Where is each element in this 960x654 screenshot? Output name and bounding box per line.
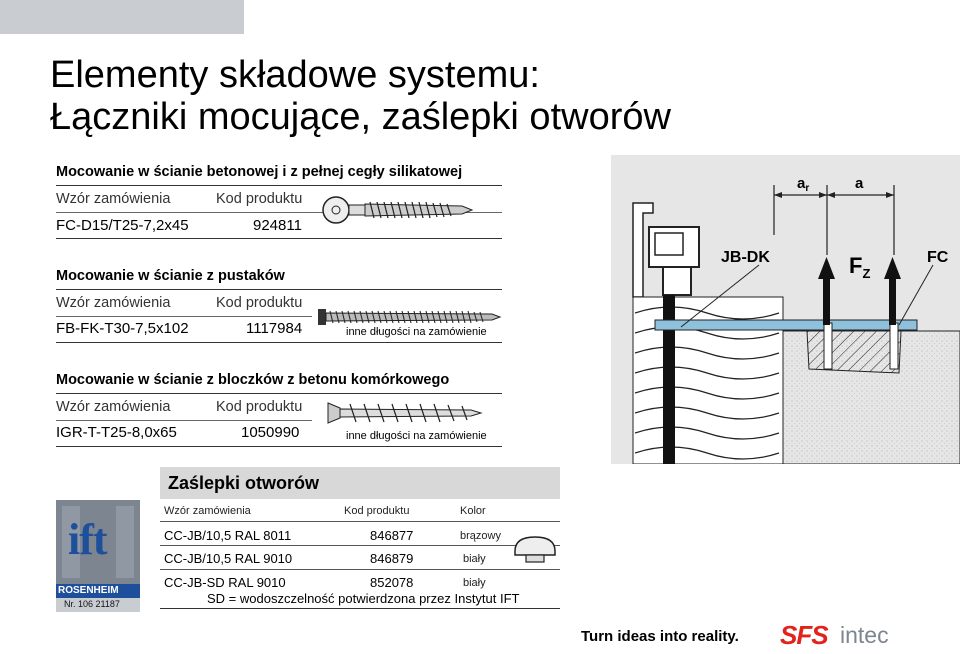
col-code-label: Kod produktu bbox=[216, 295, 303, 311]
length-note: inne długości na zamówienie bbox=[346, 326, 487, 338]
footer-slogan: Turn ideas into reality. bbox=[581, 628, 739, 645]
col-order-label: Wzór zamówienia bbox=[56, 191, 171, 207]
section-heading: Mocowanie w ścianie z bloczków z betonu komórkowego bbox=[56, 372, 450, 388]
screw-concrete-icon bbox=[322, 188, 474, 232]
order-value: FC-D15/T25-7,2x45 bbox=[56, 217, 189, 234]
plugs-table bbox=[160, 467, 560, 610]
title-line1: Elementy składowe systemu: bbox=[50, 54, 540, 96]
brand-sfs: SFS bbox=[780, 620, 828, 650]
ift-logo-text: ift bbox=[68, 515, 107, 564]
col-color-label: Kolor bbox=[460, 505, 486, 517]
dim-ar-label: $a_r$ bbox=[797, 175, 810, 194]
order-value: IGR-T-T25-8,0x65 bbox=[56, 424, 177, 441]
plug-row-code: 852078 bbox=[370, 575, 414, 590]
code-value: 1117984 bbox=[246, 320, 303, 337]
length-note: inne długości na zamówienie bbox=[346, 430, 487, 442]
plug-row-color: biały bbox=[463, 553, 486, 565]
col-order-label: Wzór zamówienia bbox=[56, 295, 171, 311]
col-code-label: Kod produktu bbox=[344, 505, 410, 517]
top-accent-bar bbox=[0, 0, 244, 34]
brand-intec: intec bbox=[840, 622, 889, 648]
page-title bbox=[50, 54, 671, 138]
code-value: 1050990 bbox=[241, 424, 300, 441]
fc-label: FC bbox=[927, 249, 949, 266]
col-order-label: Wzór zamówienia bbox=[164, 505, 251, 517]
fz-label: $F_Z$ bbox=[849, 253, 871, 281]
screw-aerated-icon bbox=[326, 398, 486, 428]
ift-logo-city: ROSENHEIM bbox=[58, 585, 119, 596]
section-heading: Mocowanie w ścianie z pustaków bbox=[56, 268, 285, 284]
section-concrete bbox=[56, 158, 502, 240]
col-order-label: Wzór zamówienia bbox=[56, 399, 171, 415]
sfs-intec-logo bbox=[780, 620, 910, 650]
code-value: 924811 bbox=[253, 217, 302, 234]
plug-row-order: CC-JB/10,5 RAL 8011 bbox=[164, 528, 292, 543]
order-value: FB-FK-T30-7,5x102 bbox=[56, 320, 189, 337]
plugs-heading-bar bbox=[160, 467, 560, 499]
section-hollow-brick bbox=[56, 262, 502, 344]
plug-row-order: CC-JB/10,5 RAL 9010 bbox=[164, 551, 293, 566]
dim-a-label: a bbox=[855, 175, 864, 192]
plug-row-color: brązowy bbox=[460, 530, 501, 542]
jbdk-label: JB-DK bbox=[721, 249, 770, 266]
section-heading: Mocowanie w ścianie betonowej i z pełnej cegły silikatowej bbox=[56, 164, 463, 180]
plug-row-code: 846877 bbox=[370, 528, 414, 543]
plug-row-order: CC-JB-SD RAL 9010 bbox=[164, 575, 286, 590]
plug-footnote: SD = wodoszczelność potwierdzona przez Instytut IFT bbox=[207, 591, 520, 606]
plug-row-color: biały bbox=[463, 577, 486, 589]
section-aerated-concrete bbox=[56, 366, 502, 448]
plugs-heading: Zaślepki otworów bbox=[168, 473, 320, 493]
title-line2: Łączniki mocujące, zaślepki otworów bbox=[50, 96, 671, 138]
screw-long-icon bbox=[316, 306, 502, 328]
ift-logo-number: Nr. 106 21187 bbox=[64, 599, 120, 609]
col-code-label: Kod produktu bbox=[216, 191, 303, 207]
installation-diagram bbox=[611, 155, 960, 464]
ift-rosenheim-logo bbox=[56, 500, 140, 612]
plug-row-code: 846879 bbox=[370, 551, 414, 566]
cap-plug-icon bbox=[512, 533, 558, 565]
col-code-label: Kod produktu bbox=[216, 399, 303, 415]
